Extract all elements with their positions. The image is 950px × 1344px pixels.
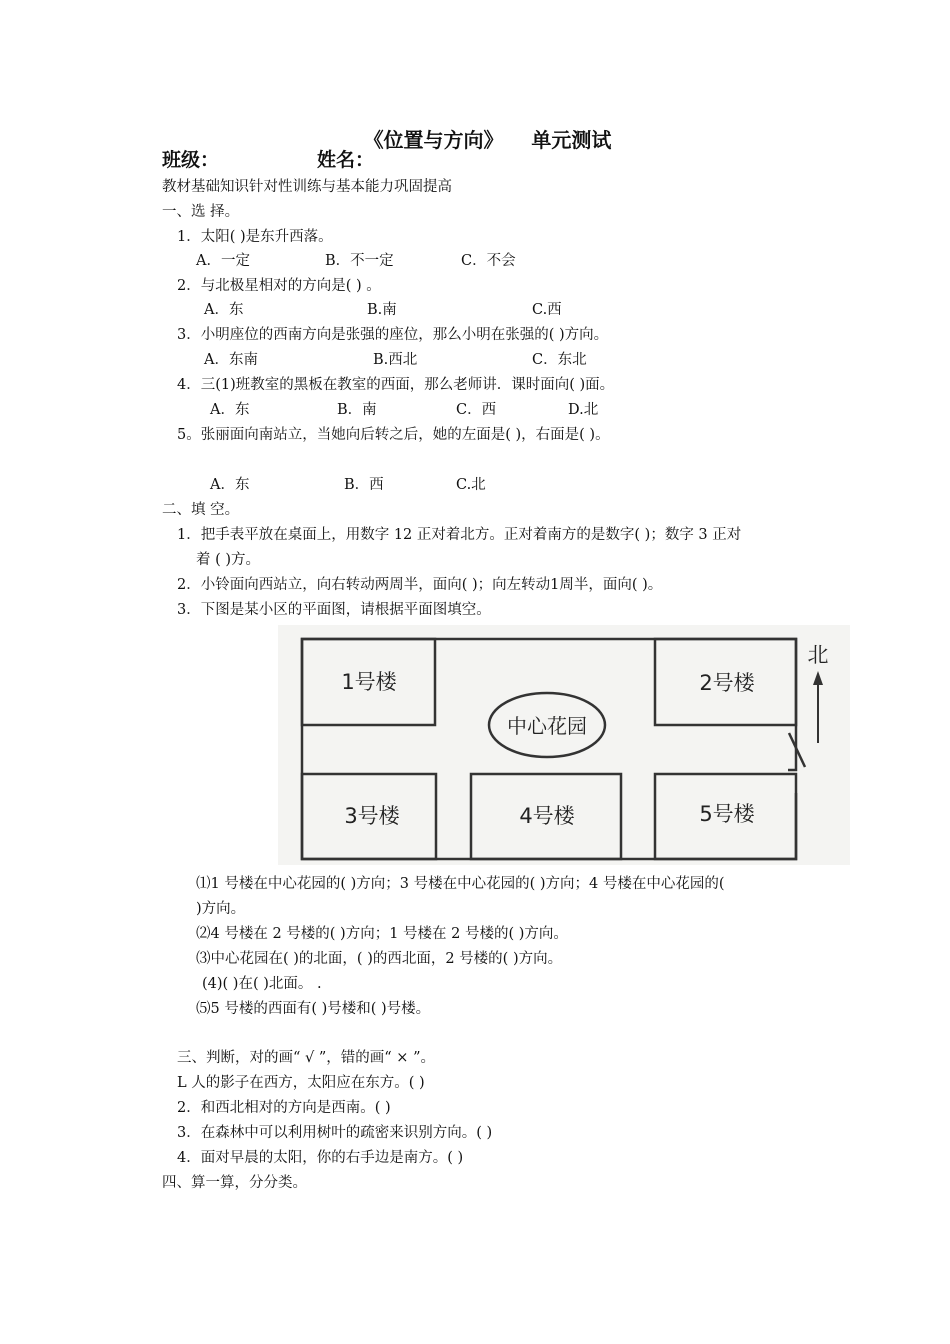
s1-q2-option-a: A．东 [204,302,244,318]
s1-q4-option-d: D.北 [568,402,599,418]
s1-q4-option-c: C．西 [456,402,497,418]
s1-q1-option-b: B．不一定 [325,253,394,269]
s2-sub-1-line1: ⑴1 号楼在中心花园的( )方向；3 号楼在中心花园的( )方向；4 号楼在中心花园的( [196,876,725,892]
s1-question-5: 5。张丽面向南站立，当她向后转之后，她的左面是( )，右面是( )。 [177,427,610,443]
s2-sub-1-line2: )方向。 [196,901,246,917]
building-4-label: 4号楼 [519,804,575,828]
s1-q3-option-c: C．东北 [532,352,587,368]
building-5-label: 5号楼 [699,802,755,826]
building-2-label: 2号楼 [699,671,755,695]
s2-question-3: 3．下图是某小区的平面图，请根据平面图填空。 [177,602,491,618]
subtitle: 教材基础知识针对性训练与基本能力巩固提高 [162,179,452,195]
s1-q5-option-a: A．东 [210,477,250,493]
s2-sub-2: ⑵4 号楼在 2 号楼的( )方向；1 号楼在 2 号楼的( )方向。 [196,926,568,942]
s2-question-1-line2: 着 ( )方。 [196,552,261,568]
s1-q2-option-b: B.南 [367,302,397,318]
s3-question-4: 4．面对早晨的太阳，你的右手边是南方。( ) [177,1150,464,1166]
section3-heading: 三、判断，对的画“ √ ”，错的画“ × ”。 [177,1050,435,1066]
section1-heading: 一、选 择。 [162,204,240,220]
s1-q5-option-b: B．西 [344,477,384,493]
s1-q3-option-b: B.西北 [373,352,418,368]
name-label: 姓名： [317,149,375,171]
section2-heading: 二、填 空。 [162,502,240,518]
s1-q1-option-c: C．不会 [461,253,516,269]
s3-question-2: 2．和西北相对的方向是西南。( ) [177,1100,391,1116]
s3-question-1: L 人的影子在西方，太阳应在东方。( ) [177,1075,425,1091]
s3-question-3: 3．在森林中可以利用树叶的疏密来识别方向。( ) [177,1125,493,1141]
s1-q2-option-c: C.西 [532,302,562,318]
s1-q1-option-a: A．一定 [196,253,250,269]
s1-question-3: 3．小明座位的西南方向是张强的座位，那么小明在张强的( )方向。 [177,327,609,343]
s2-question-1-line1: 1．把手表平放在桌面上，用数字 12 正对着北方。正对着南方的是数字( )；数字 3 正对 [177,527,742,543]
s2-sub-4: (4)( )在( )北面。 . [202,976,322,992]
garden-label: 中心花园 [507,714,587,738]
s2-question-2: 2．小铃面向西站立，向右转动两周半，面向( )；向左转动1周半，面向( )。 [177,577,663,593]
building-3-label: 3号楼 [344,804,400,828]
class-label: 班级： [162,149,220,171]
s2-sub-5: ⑸5 号楼的西面有( )号楼和( )号楼。 [196,1001,431,1017]
s1-question-4: 4．三(1)班教室的黑板在教室的西面，那么老师讲．课时面向( )面。 [177,377,615,393]
north-label: 北 [807,643,829,667]
s1-q4-option-a: A．东 [210,402,250,418]
s1-q4-option-b: B．南 [337,402,377,418]
building-1-label: 1号楼 [341,670,397,694]
s2-sub-3: ⑶中心花园在( )的北面，( )的西北面，2 号楼的( )方向。 [196,951,563,967]
page-title: 《位置与方向》 单元测试 [363,128,612,152]
section4-heading: 四、算一算，分分类。 [162,1175,307,1191]
s1-question-2: 2．与北极星相对的方向是( ) 。 [177,278,381,294]
s1-q5-option-c: C.北 [456,477,486,493]
residential-area-map [278,625,850,865]
s1-q3-option-a: A．东南 [204,352,258,368]
s1-question-1: 1．太阳( )是东升西落。 [177,229,333,245]
